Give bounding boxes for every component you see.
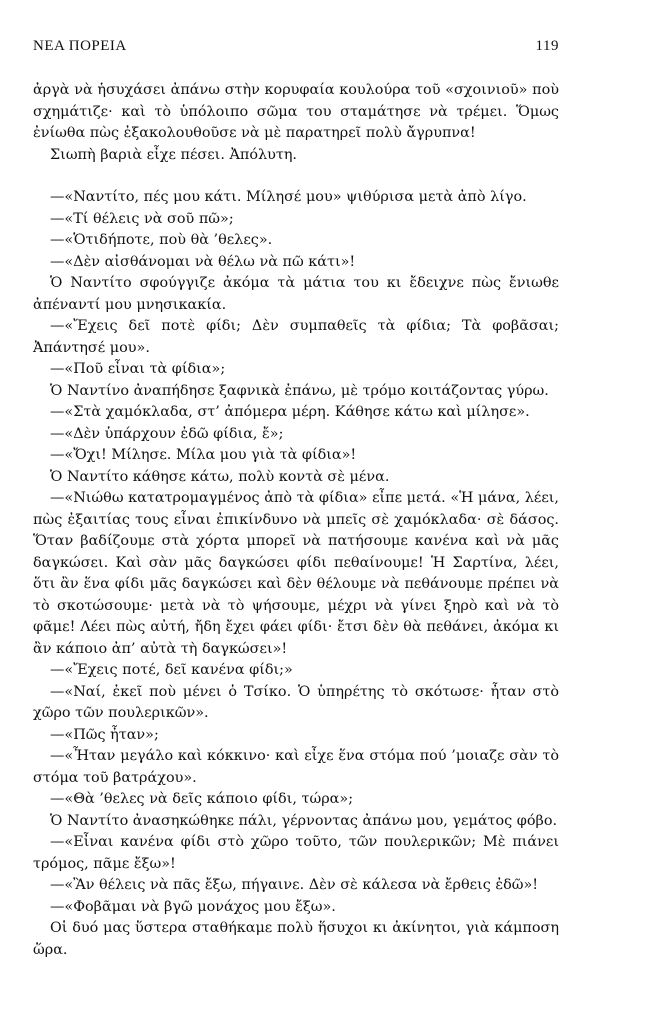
paragraph: —«Δὲν ὑπάρχουν ἐδῶ φίδια, ἔ»; bbox=[50, 425, 284, 442]
paragraph: ἀργὰ νὰ ἡσυχάσει ἀπάνω στὴν κορυφαία κουλούρα τοῦ «σχοινιοῦ» ποὺ σχημάτιζε· καὶ τὸ ὑπόλοιπο σῶμα του σταμάτησε νὰ τρέμει. Ὅμως ἐνίωθα πὼς ἐξακολουθοῦσε νὰ μὲ παρατηρεῖ πολὺ ἄγρυπνα! bbox=[33, 82, 559, 141]
paragraph: —«Φοβᾶμαι νὰ βγῶ μονάχος μου ἔξω». bbox=[50, 898, 336, 915]
paragraph: Οἱ δυό μας ὕστερα σταθήκαμε πολὺ ἥσυχοι κι ἀκίνητοι, γιὰ κάμποση ὥρα. bbox=[33, 920, 559, 958]
paragraph: Ὁ Ναντίτο σφούγγιζε ἀκόμα τὰ μάτια του κι ἔδειχνε πὼς ἔνιωθε ἀπέναντί μου μνησικακία. bbox=[33, 275, 559, 313]
paragraph: —«Ναντίτο, πές μου κάτι. Μίλησέ μου» ψιθύρισα μετὰ ἀπὸ λίγο. bbox=[50, 189, 527, 205]
paragraph: Ὁ Ναντίτο κάθησε κάτω, πολὺ κοντὰ σὲ μένα. bbox=[50, 468, 390, 485]
paragraph: —«Δὲν αἰσθάνομαι νὰ θέλω νὰ πῶ κάτι»! bbox=[50, 253, 356, 270]
paragraph: —«Νιώθω κατατρομαγμένος ἀπὸ τὰ φίδια» εἶπε μετά. «Ἡ μάνα, λέει, πὼς ἐξαιτίας τους εἶναι ἐπικίνδυνο νὰ μπεῖς σὲ χαμόκλαδα· σὲ δάσος. Ὅταν βαδίζουμε στὰ χόρτα μπορεῖ νὰ πατήσουμε κανένα καὶ νὰ μᾶς δαγκώσει. Καὶ σὰν μᾶς δαγκώσει φίδι πεθαίνουμε! Ἡ Σαρτίνα, λέει, ὅτι ἂν ἕνα φίδι μᾶς δαγκώσει καὶ δὲν θέλουμε νὰ πεθάνουμε πρέπει νὰ τὸ σκοτώσουμε· μετὰ νὰ τὸ ψήσουμε, μέχρι νὰ γίνει ξηρὸ καὶ νὰ τὸ φᾶμε! Λέει πὼς αὐτή, ἤδη ἔχει φάει φίδι· ἔτσι δὲν θὰ πεθάνει, ἀκόμα κι ἂν κάποιο ἀπ’ αὐτὰ τὴ δαγκώσει»! bbox=[33, 490, 559, 657]
paragraph: —«Θὰ ’θελες νὰ δεῖς κάποιο φίδι, τώρα»; bbox=[50, 791, 354, 807]
paragraph: —«Ἂν θέλεις νὰ πᾶς ἔξω, πήγαινε. Δὲν σὲ κάλεσα νὰ ἔρθεις ἐδῶ»! bbox=[50, 877, 539, 893]
paragraph: —«Ὄχι! Μίλησε. Μίλα μου γιὰ τὰ φίδια»! bbox=[50, 447, 357, 463]
paragraph: —«Ὁτιδήποτε, ποὺ θὰ ’θελες». bbox=[50, 232, 273, 248]
paragraph: —«Πῶς ἦταν»; bbox=[50, 726, 159, 743]
section-break bbox=[33, 166, 559, 187]
journal-title: ΝΕΑ ΠΟΡΕΙΑ bbox=[33, 38, 127, 54]
paragraph: —«Ἔχεις ποτέ, δεῖ κανένα φίδι;» bbox=[50, 662, 293, 678]
text-body bbox=[33, 80, 559, 961]
paragraph: —«Τί θέλεις νὰ σοῦ πῶ»; bbox=[50, 210, 234, 227]
paragraph: —«Στὰ χαμόκλαδα, στ’ ἀπόμερα μέρη. Κάθησε κάτω καὶ μίλησε». bbox=[50, 404, 530, 420]
paragraph: Ὁ Ναντίτο ἀνασηκώθηκε πάλι, γέρνοντας ἀπάνω μου, γεμάτος φόβο. bbox=[50, 812, 558, 829]
page-number: 119 bbox=[535, 38, 559, 54]
paragraph: —«Ἔχεις δεῖ ποτὲ φίδι; Δὲν συμπαθεῖς τὰ φίδια; Τὰ φοβᾶσαι; Ἀπάντησέ μου». bbox=[33, 318, 559, 356]
paragraph: —«Ναί, ἐκεῖ ποὺ μένει ὁ Τσίκο. Ὁ ὑπηρέτης τὸ σκότωσε· ἦταν στὸ χῶρο τῶν πουλερικῶν». bbox=[33, 683, 559, 721]
paragraph: Ὁ Ναντίνο ἀναπήδησε ξαφνικὰ ἐπάνω, μὲ τρόμο κοιτάζοντας γύρω. bbox=[50, 382, 549, 399]
paragraph: Σιωπὴ βαριὰ εἶχε πέσει. Ἀπόλυτη. bbox=[50, 146, 298, 163]
paragraph: —«Ποῦ εἶναι τὰ φίδια»; bbox=[50, 361, 226, 377]
running-header bbox=[33, 38, 559, 55]
paragraph: —«Ἦταν μεγάλο καὶ κόκκινο· καὶ εἶχε ἕνα στόμα πού ’μοιαζε σὰν τὸ στόμα τοῦ βατράχου». bbox=[33, 748, 559, 786]
paragraph: —«Εἶναι κανένα φίδι στὸ χῶρο τοῦτο, τῶν πουλερικῶν; Μὲ πιάνει τρόμος, πᾶμε ἔξω»! bbox=[33, 834, 559, 872]
